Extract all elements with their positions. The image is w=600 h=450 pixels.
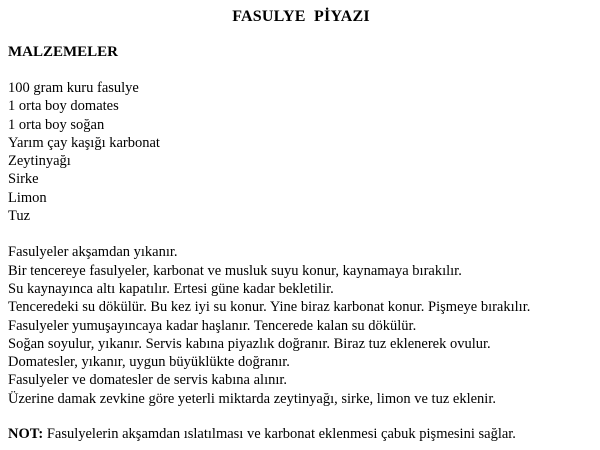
page-title: FASULYE PİYAZI [232,8,370,25]
step-text: Üzerine damak zevkine göre yeterli miktarda zeytinyağı, sirke, limon ve tuz eklenir. [8,390,496,407]
ingredient-item: Limon [8,189,47,206]
note-paragraph [8,425,594,443]
step-text: Fasulyeler yumuşayıncaya kadar haşlanır. Tencerede kalan su dökülür. [8,317,417,334]
step-text: Bir tencereye fasulyeler, karbonat ve musluk suyu konur, kaynamaya bırakılır. [8,262,462,279]
ingredient-item: Yarım çay kaşığı karbonat [8,134,160,151]
step-text: Tenceredeki su dökülür. Bu kez iyi su konur. Yine biraz karbonat konur. Pişmeye bırakılır. [8,299,531,316]
ingredient-item: Tuz [8,208,31,225]
note-text: Fasulyelerin akşamdan ıslatılması ve karbonat eklenmesi çabuk pişmesini sağlar. [43,426,516,443]
step-text: Domatesler, yıkanır, uygun büyüklükte doğranır. [8,354,290,371]
step-text: Su kaynayınca altı kapatılır. Ertesi güne kadar bekletilir. [8,280,334,297]
note-label: NOT: [8,426,44,443]
step-text: Fasulyeler ve domatesler de servis kabına alınır. [8,372,288,389]
ingredient-item: 1 orta boy domates [8,98,119,115]
recipe-document [8,7,594,443]
ingredient-item: Zeytinyağı [8,153,71,170]
ingredient-item: 100 gram kuru fasulye [8,80,139,96]
step-text: Fasulyeler akşamdan yıkanır. [8,244,178,261]
preparation-steps [8,243,594,408]
ingredients-list [8,79,594,225]
ingredients-heading: MALZEMELER [8,44,119,60]
ingredient-item: 1 orta boy soğan [8,116,105,133]
step-text: Soğan soyulur, yıkanır. Servis kabına piyazlık doğranır. Biraz tuz eklenerek ovulur. [8,335,491,352]
ingredient-item: Sirke [8,171,39,188]
